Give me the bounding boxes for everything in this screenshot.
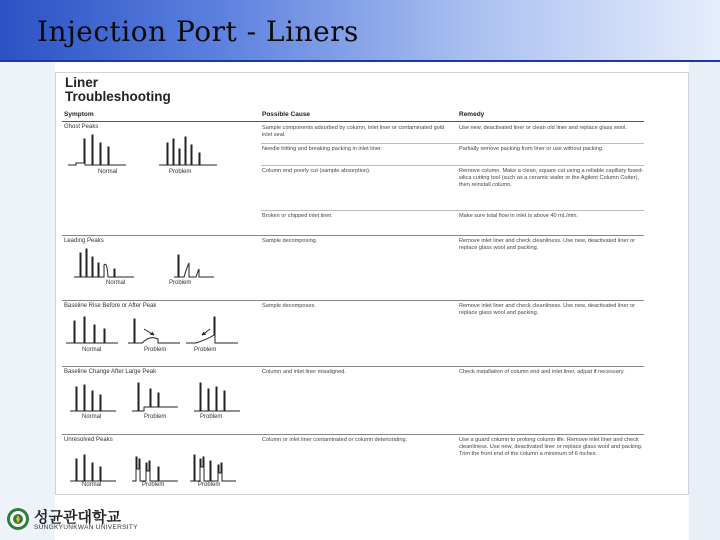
liner-troubleshooting-document bbox=[55, 72, 689, 495]
caption-problem: Problem bbox=[200, 414, 223, 420]
remedy-text: Use a guard column to prolong column life. Remove inlet liner and check cleanliness. Use new, deactivated liner or replace glass wool and packing. Trim the front end of the column a minimum of 6 inches. bbox=[459, 437, 643, 457]
chromatogram-problem bbox=[128, 313, 180, 345]
chromatogram-normal bbox=[70, 381, 116, 413]
symptom-baseline-change: Baseline Change After Large Peak bbox=[64, 369, 157, 375]
chromatogram-normal bbox=[68, 133, 126, 167]
chromatogram-problem bbox=[194, 381, 240, 413]
header-cause: Possible Cause bbox=[262, 111, 311, 118]
university-name-english: SUNGKYUNKWAN UNIVERSITY bbox=[34, 524, 138, 531]
document-title: Liner Troubleshooting bbox=[65, 75, 171, 104]
chromatogram-normal bbox=[70, 451, 116, 483]
chromatogram-problem bbox=[190, 451, 236, 483]
remedy-text: Use new, deactivated liner or clean old liner and replace glass wool. bbox=[459, 125, 627, 131]
chromatogram-problem bbox=[132, 381, 178, 413]
chromatogram-normal bbox=[74, 245, 134, 279]
caption-problem: Problem bbox=[169, 169, 192, 175]
remedy-text: Remove inlet liner and check cleanliness. Use new, deactivated liner or replace glass wool and packing. bbox=[459, 303, 635, 316]
caption-normal: Normal bbox=[98, 169, 118, 175]
cause-text: Sample decomposing. bbox=[262, 238, 318, 244]
chromatogram-problem bbox=[174, 253, 214, 279]
header-divider bbox=[62, 121, 644, 122]
cause-text: Column end poorly cut (sample absorption). bbox=[262, 168, 371, 174]
remedy-text: Remove inlet liner and check cleanliness. Use new, deactivated liner or replace glass wool and packing. bbox=[459, 238, 635, 251]
slide-title: Injection Port - Liners bbox=[37, 15, 359, 48]
caption-normal: Normal bbox=[82, 482, 102, 488]
title-bar bbox=[0, 0, 720, 62]
row-divider bbox=[261, 210, 644, 211]
remedy-text: Partially remove packing from liner or use without packing. bbox=[459, 146, 604, 152]
cause-text: Sample decomposes. bbox=[262, 303, 316, 309]
title-underline bbox=[0, 60, 720, 62]
symptom-baseline-rise: Baseline Rise Before or After Peak bbox=[64, 303, 157, 309]
header-remedy: Remedy bbox=[459, 111, 485, 118]
remedy-text: Remove column. Make a clean, square cut using a reliable capillary fused-silica cutting tool (such as a ceramic wafer or the Agilent Column Cutter), then reinstall column. bbox=[459, 168, 644, 188]
section-divider bbox=[62, 300, 644, 301]
cause-text: Column and inlet liner misaligned. bbox=[262, 369, 346, 375]
caption-problem: Problem bbox=[144, 414, 167, 420]
row-divider bbox=[261, 143, 644, 144]
chromatogram-normal bbox=[66, 313, 118, 345]
cause-text: Needle hitting and breaking packing in inlet liner. bbox=[262, 146, 383, 152]
university-emblem-icon bbox=[6, 507, 30, 531]
caption-normal: Normal bbox=[82, 347, 102, 353]
cause-text: Broken or chipped inlet liner. bbox=[262, 213, 333, 219]
symptom-ghost-peaks: Ghost Peaks bbox=[64, 124, 99, 130]
row-divider bbox=[261, 165, 644, 166]
chromatogram-problem bbox=[186, 313, 238, 345]
caption-problem: Problem bbox=[194, 347, 217, 353]
background-shape-left bbox=[0, 62, 55, 540]
caption-problem: Problem bbox=[144, 347, 167, 353]
section-divider bbox=[62, 235, 644, 236]
cause-text: Column or inlet liner contaminated or column deteriorating. bbox=[262, 437, 408, 443]
remedy-text: Make sure total flow in inlet is above 40 mL/min. bbox=[459, 213, 579, 219]
section-divider bbox=[62, 434, 644, 435]
section-divider bbox=[62, 366, 644, 367]
caption-problem: Problem bbox=[142, 482, 165, 488]
symptom-leading-peaks: Leading Peaks bbox=[64, 238, 104, 244]
caption-normal: Normal bbox=[82, 414, 102, 420]
caption-problem: Problem bbox=[198, 482, 221, 488]
remedy-text: Check installation of column end and inlet liner, adjust if necessary. bbox=[459, 369, 625, 375]
caption-problem: Problem bbox=[169, 280, 192, 286]
cause-text: Sample components adsorbed by column, inlet liner or contaminated gold inlet seal. bbox=[262, 125, 445, 138]
header-symptom: Symptom bbox=[64, 111, 94, 118]
university-name-korean: 성균관대학교 bbox=[34, 509, 121, 526]
chromatogram-problem bbox=[159, 133, 217, 167]
caption-normal: Normal bbox=[106, 280, 126, 286]
symptom-unresolved-peaks: Unresolved Peaks bbox=[64, 437, 113, 443]
background-shape-right bbox=[689, 62, 720, 540]
chromatogram-problem bbox=[132, 451, 178, 483]
